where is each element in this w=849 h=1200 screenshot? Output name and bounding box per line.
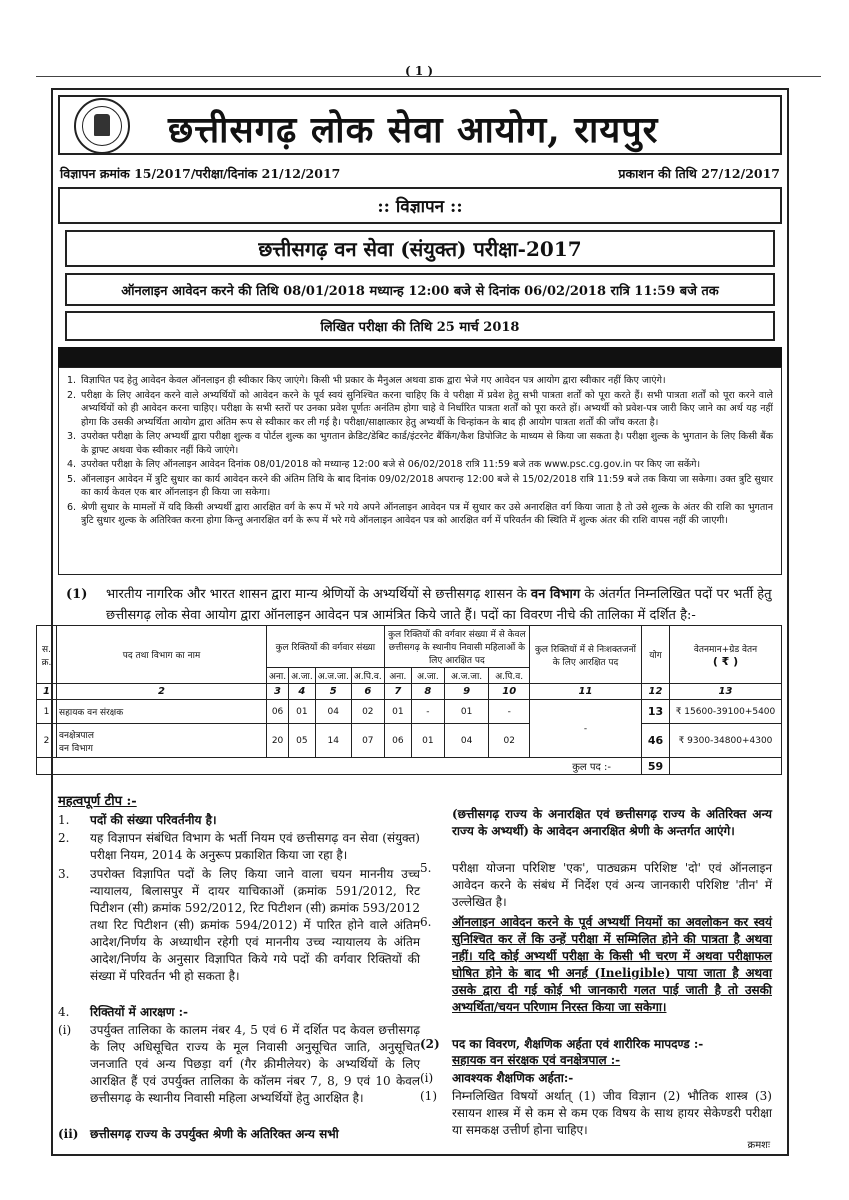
page-number: ( 1 ) <box>405 64 434 78</box>
col-sno: स. क्र. <box>37 626 57 684</box>
instruction-item: 2. परीक्षा के लिए आवेदन करने वाले अभ्यर्थियों को आवेदन करने के पूर्व स्वयं सुनिश्चित करना चाहिए कि वे परीक्षा में प्रवेश हेतु सभी पात्रता शर्तों को पूरा करते हैं। सभी पात्रता शर्तों को पूरा करने वाले अभ्यर्थियों को ही आवेदन करना चाहिए। परीक्षा के सभी स्तरों पर उनका प्रवेश पूर्णतः अनंतिम होगा चाहे वे निर्धारित पात्रता शर्तों को पूरा करते हों। अभ्यर्थी को प्रवेश-पत्र जारी किए जाने का अर्थ यह नहीं होगा कि उसकी अभ्यर्थिता आयोग द्वारा अंतिम रूप से स्वीकार कर ली गई है। परीक्षा/साक्षात्कार हेतु अभ्यर्थी के चिन्हांकन के बाद ही आयोग पात्रता शर्तों की जाँच करता है। <box>67 389 773 428</box>
instruction-item: 1. विज्ञापित पद हेतु आवेदन केवल ऑनलाइन ही स्वीकार किए जाएंगे। किसी भी प्रकार के मैनुअल अथवा डाक द्वारा भेजे गए आवेदन पत्र आयोग द्वारा स्वीकार नहीं किए जाएंगे। <box>67 375 666 386</box>
exam-name: छत्तीसगढ़ वन सेवा (संयुक्त) परीक्षा-2017 <box>65 230 775 267</box>
column-index-row: 1 2 3 4 5 6 7 8 9 10 11 12 13 <box>37 684 782 700</box>
section-2-subhead: सहायक वन संरक्षक एवं वनक्षेत्रपाल :- <box>452 1053 621 1067</box>
instruction-item: 3. उपरोक्त परीक्षा के लिए अभ्यर्थी द्वारा परीक्षा शुल्क व पोर्टल शुल्क का भुगतान क्रेडिट/डेबिट कार्ड/इंटरनेट बैंकिंग/कैश डिपोजिट के माध्यम से किया जा सकता है। परीक्षा शुल्क के भुगतान के लिए किसी बैंक के ड्राफ्ट अथवा चेक स्वीकार नहीं किये जाएंगे। <box>67 431 773 456</box>
important-notes-heading: महत्वपूर्ण टीप :- <box>58 794 137 809</box>
top-rule <box>36 76 821 77</box>
instruction-item: 5. ऑनलाइन आवेदन में त्रुटि सुधार का कार्य आवेदन करने की अंतिम तिथि के बाद दिनांक 09/02/2018 अपरान्ह 12:00 बजे से 15/02/2018 रात्रि 11:59 बजे तक किया जा सकेगा। उक्त त्रुटि सुधार का कार्य केवल एक बार ऑनलाइन ही किया जा सकेगा। <box>67 473 773 498</box>
instructions-box <box>58 367 782 575</box>
subcol: अना. <box>267 668 289 684</box>
note-2: 2. यह विज्ञापन संबंधित विभाग के भर्ती नियम एवं छत्तीसगढ़ वन सेवा (संयुक्त) परीक्षा नियम, 2014 के अनुरूप प्रकाशित किया जा रहा है। <box>58 831 420 862</box>
online-application-dates: ऑनलाइन आवेदन करने की तिथि 08/01/2018 मध्यान्ह 12:00 बजे से दिनांक 06/02/2018 रात्रि 11:59 बजे तक <box>65 273 775 306</box>
col-sum: योग <box>642 626 670 684</box>
col-pay: वेतनमान+ग्रेड वेतन ( ₹ ) <box>670 626 782 684</box>
subcol: अ.जा. <box>411 668 444 684</box>
subcol: अना. <box>384 668 411 684</box>
col-total-vacancies: कुल रिक्तियों की वर्गवार संख्या <box>267 626 385 668</box>
publication-date: प्रकाशन की तिथि 27/12/2017 <box>618 166 780 181</box>
table-row: 2 वनक्षेत्रपाल वन विभाग 20 05 14 07 06 01 04 02 46 ₹ 9300-34800+4300 <box>37 724 782 758</box>
advertisement-number: विज्ञापन क्रमांक 15/2017/परीक्षा/दिनांक 21/12/2017 <box>60 166 341 181</box>
emblem-logo <box>74 98 130 154</box>
note-6: 6. ऑनलाइन आवेदन करने के पूर्व अभ्यर्थी नियमों का अवलोकन कर स्वयं सुनिश्चित कर लें कि उन्हें परीक्षा में सम्मिलित होने की पात्रता है अथवा नहीं। यदि कोई अभ्यर्थी परीक्षा के किसी भी चरण में अथवा परीक्षाफल घोषित होने के बाद भी अनर्ह (Ineligible) पाया जाता है अथवा उसके द्वारा दी गई कोई भी जानकारी गलत पाई जाती है तो उसकी अभ्यर्थिता/चयन परिणाम निरस्त किया जा सकेगा। <box>420 915 772 1014</box>
intro-paragraph: (1) भारतीय नागरिक और भारत शासन द्वारा मान्य श्रेणियों के अभ्यर्थियों से छत्तीसगढ़ शासन के वन विभाग के अंतर्गत निम्नलिखित पदों पर भर्ती हेतु छत्तीसगढ़ लोक सेवा आयोग द्वारा ऑनलाइन आवेदन पत्र आमंत्रित किये जाते हैं। पदों का विवरण नीचे की तालिका में दर्शित है:- <box>66 587 772 623</box>
commission-title: छत्तीसगढ़ लोक सेवा आयोग, रायपुर <box>168 109 659 151</box>
col-disabled: कुल रिक्तियों में से निःशक्तजनों के लिए आरक्षित पद <box>530 626 642 684</box>
note-4-ii: (ii) छत्तीसगढ़ राज्य के उपर्युक्त श्रेणी के अतिरिक्त अन्य सभी <box>58 1127 339 1141</box>
subcol: अ.ज.जा. <box>444 668 489 684</box>
subcol: अ.पि.व. <box>489 668 530 684</box>
note-4-i: (i) उपर्युक्त तालिका के कालम नंबर 4, 5 एवं 6 में दर्शित पद केवल छत्तीसगढ़ के लिए अधिसूचित राज्य के मूल निवासी अनुसूचित जाति, अनुसूचित जनजाति एवं अन्य पिछड़ा वर्ग (गैर क्रीमीलेयर) के अभ्यर्थियों के लिए आरक्षित हैं एवं उपर्युक्त तालिका के कॉलम नंबर 7, 8, 9 एवं 10 केवल छत्तीसगढ़ के स्थानीय निवासी महिला अभ्यर्थियों हेतु आरक्षित है। <box>58 1023 420 1105</box>
note-4: 4. रिक्तियों में आरक्षण :- <box>58 1005 189 1019</box>
qualification-1: (1) निम्नलिखित विषयों अर्थात् (1) जीव विज्ञान (2) भौतिक शास्त्र (3) रसायन शास्त्र में से कम से कम एक विषय के साथ हायर सेकेण्डरी परीक्षा या समकक्ष उत्तीर्ण होना चाहिए। <box>420 1089 772 1137</box>
note-1: 1. पदों की संख्या परिवर्तनीय है। <box>58 813 217 827</box>
black-bar <box>58 347 782 367</box>
instruction-item: 6. श्रेणी सुधार के मामलों में यदि किसी अभ्यर्थी द्वारा आरक्षित वर्ग के रूप में भरे गये अपने ऑनलाइन आवेदन पत्र में सुधार कर उसे अनारक्षित वर्ग किया जाता है तो उसे शुल्क के अंतर की राशि का भुगतान त्रुटि सुधार शुल्क के अतिरिक्त करना होगा किन्तु अनारक्षित वर्ग के रूप में भरे गये ऑनलाइन आवेदन पत्र को आरक्षित वर्ग में परिवर्तन की स्थिति में शुल्क अंतर की राशि वापस नहीं की जाएगी। <box>67 501 773 526</box>
lion-capital-icon <box>94 114 110 136</box>
table-row: 1 सहायक वन संरक्षक 06 01 04 02 01 - 01 - - 13 ₹ 15600-39100+5400 <box>37 700 782 724</box>
note-5: 5. परीक्षा योजना परिशिष्ट 'एक', पाठ्यक्रम परिशिष्ट 'दो' एवं ऑनलाइन आवेदन करने के संबंध में निर्देश एवं अन्य जानकारी परिशिष्ट 'तीन' में उल्लेखित है। <box>420 861 772 909</box>
instruction-item: 4. उपरोक्त परीक्षा के लिए ऑनलाइन आवेदन दिनांक 08/01/2018 को मध्यान्ह 12:00 बजे से 06/02/2018 रात्रि 11:59 बजे तक www.psc.cg.gov.in पर किए जा सकेंगे। <box>67 459 701 470</box>
qualification-heading: (i) आवश्यक शैक्षणिक अर्हता:- <box>420 1071 574 1085</box>
subcol: अ.पि.व. <box>351 668 384 684</box>
continued-label: क्रमशः <box>747 1140 770 1151</box>
section-2: (2) पद का विवरण, शैक्षणिक अर्हता एवं शारीरिक मापदण्ड :- <box>420 1037 704 1051</box>
terms-section <box>58 790 782 1155</box>
total-row: कुल पद :- 59 <box>37 758 782 775</box>
subcol: अ.जा. <box>289 668 316 684</box>
note-4-ii-cont: (छत्तीसगढ़ राज्य के अनारक्षित एवं छत्तीसगढ़ राज्य के अतिरिक्त अन्य राज्य के अभ्यर्थी) के आवेदन अनारक्षित श्रेणी के अन्तर्गत आएंगे। <box>452 807 772 838</box>
col-post: पद तथा विभाग का नाम <box>57 626 267 684</box>
note-3: 3. उपरोक्त विज्ञापित पदों के लिए किया जाने वाला चयन माननीय उच्च न्यायालय, बिलासपुर में दायर याचिकाओं (क्रमांक 591/2012, रिट पिटीशन (सी) क्रमांक 592/2012, रिट पिटीशन (सी) क्रमांक 593/2012 तथा रिट पिटीशन (सी) क्रमांक 594/2012) में पारित होने वाले अंतिम आदेश/निर्णय के अध्याधीन रहेगी एवं माननीय उच्च न्यायालय के अंतिम आदेश/निर्णय के अनुसार विज्ञापित किये गये पदों की वर्गवार रिक्तियों की संख्या में परिवर्तन भी हो सकता है। <box>58 867 420 983</box>
col-women-reserved: कुल रिक्तियों की वर्गवार संख्या में से केवल छत्तीसगढ़ के स्थानीय निवासी महिलाओं के लिए आरक्षित पद <box>384 626 529 668</box>
advertisement-heading: :: विज्ञापन :: <box>58 187 782 224</box>
written-exam-date: लिखित परीक्षा की तिथि 25 मार्च 2018 <box>65 311 775 341</box>
vacancy-table <box>36 625 782 775</box>
subcol: अ.ज.जा. <box>315 668 351 684</box>
